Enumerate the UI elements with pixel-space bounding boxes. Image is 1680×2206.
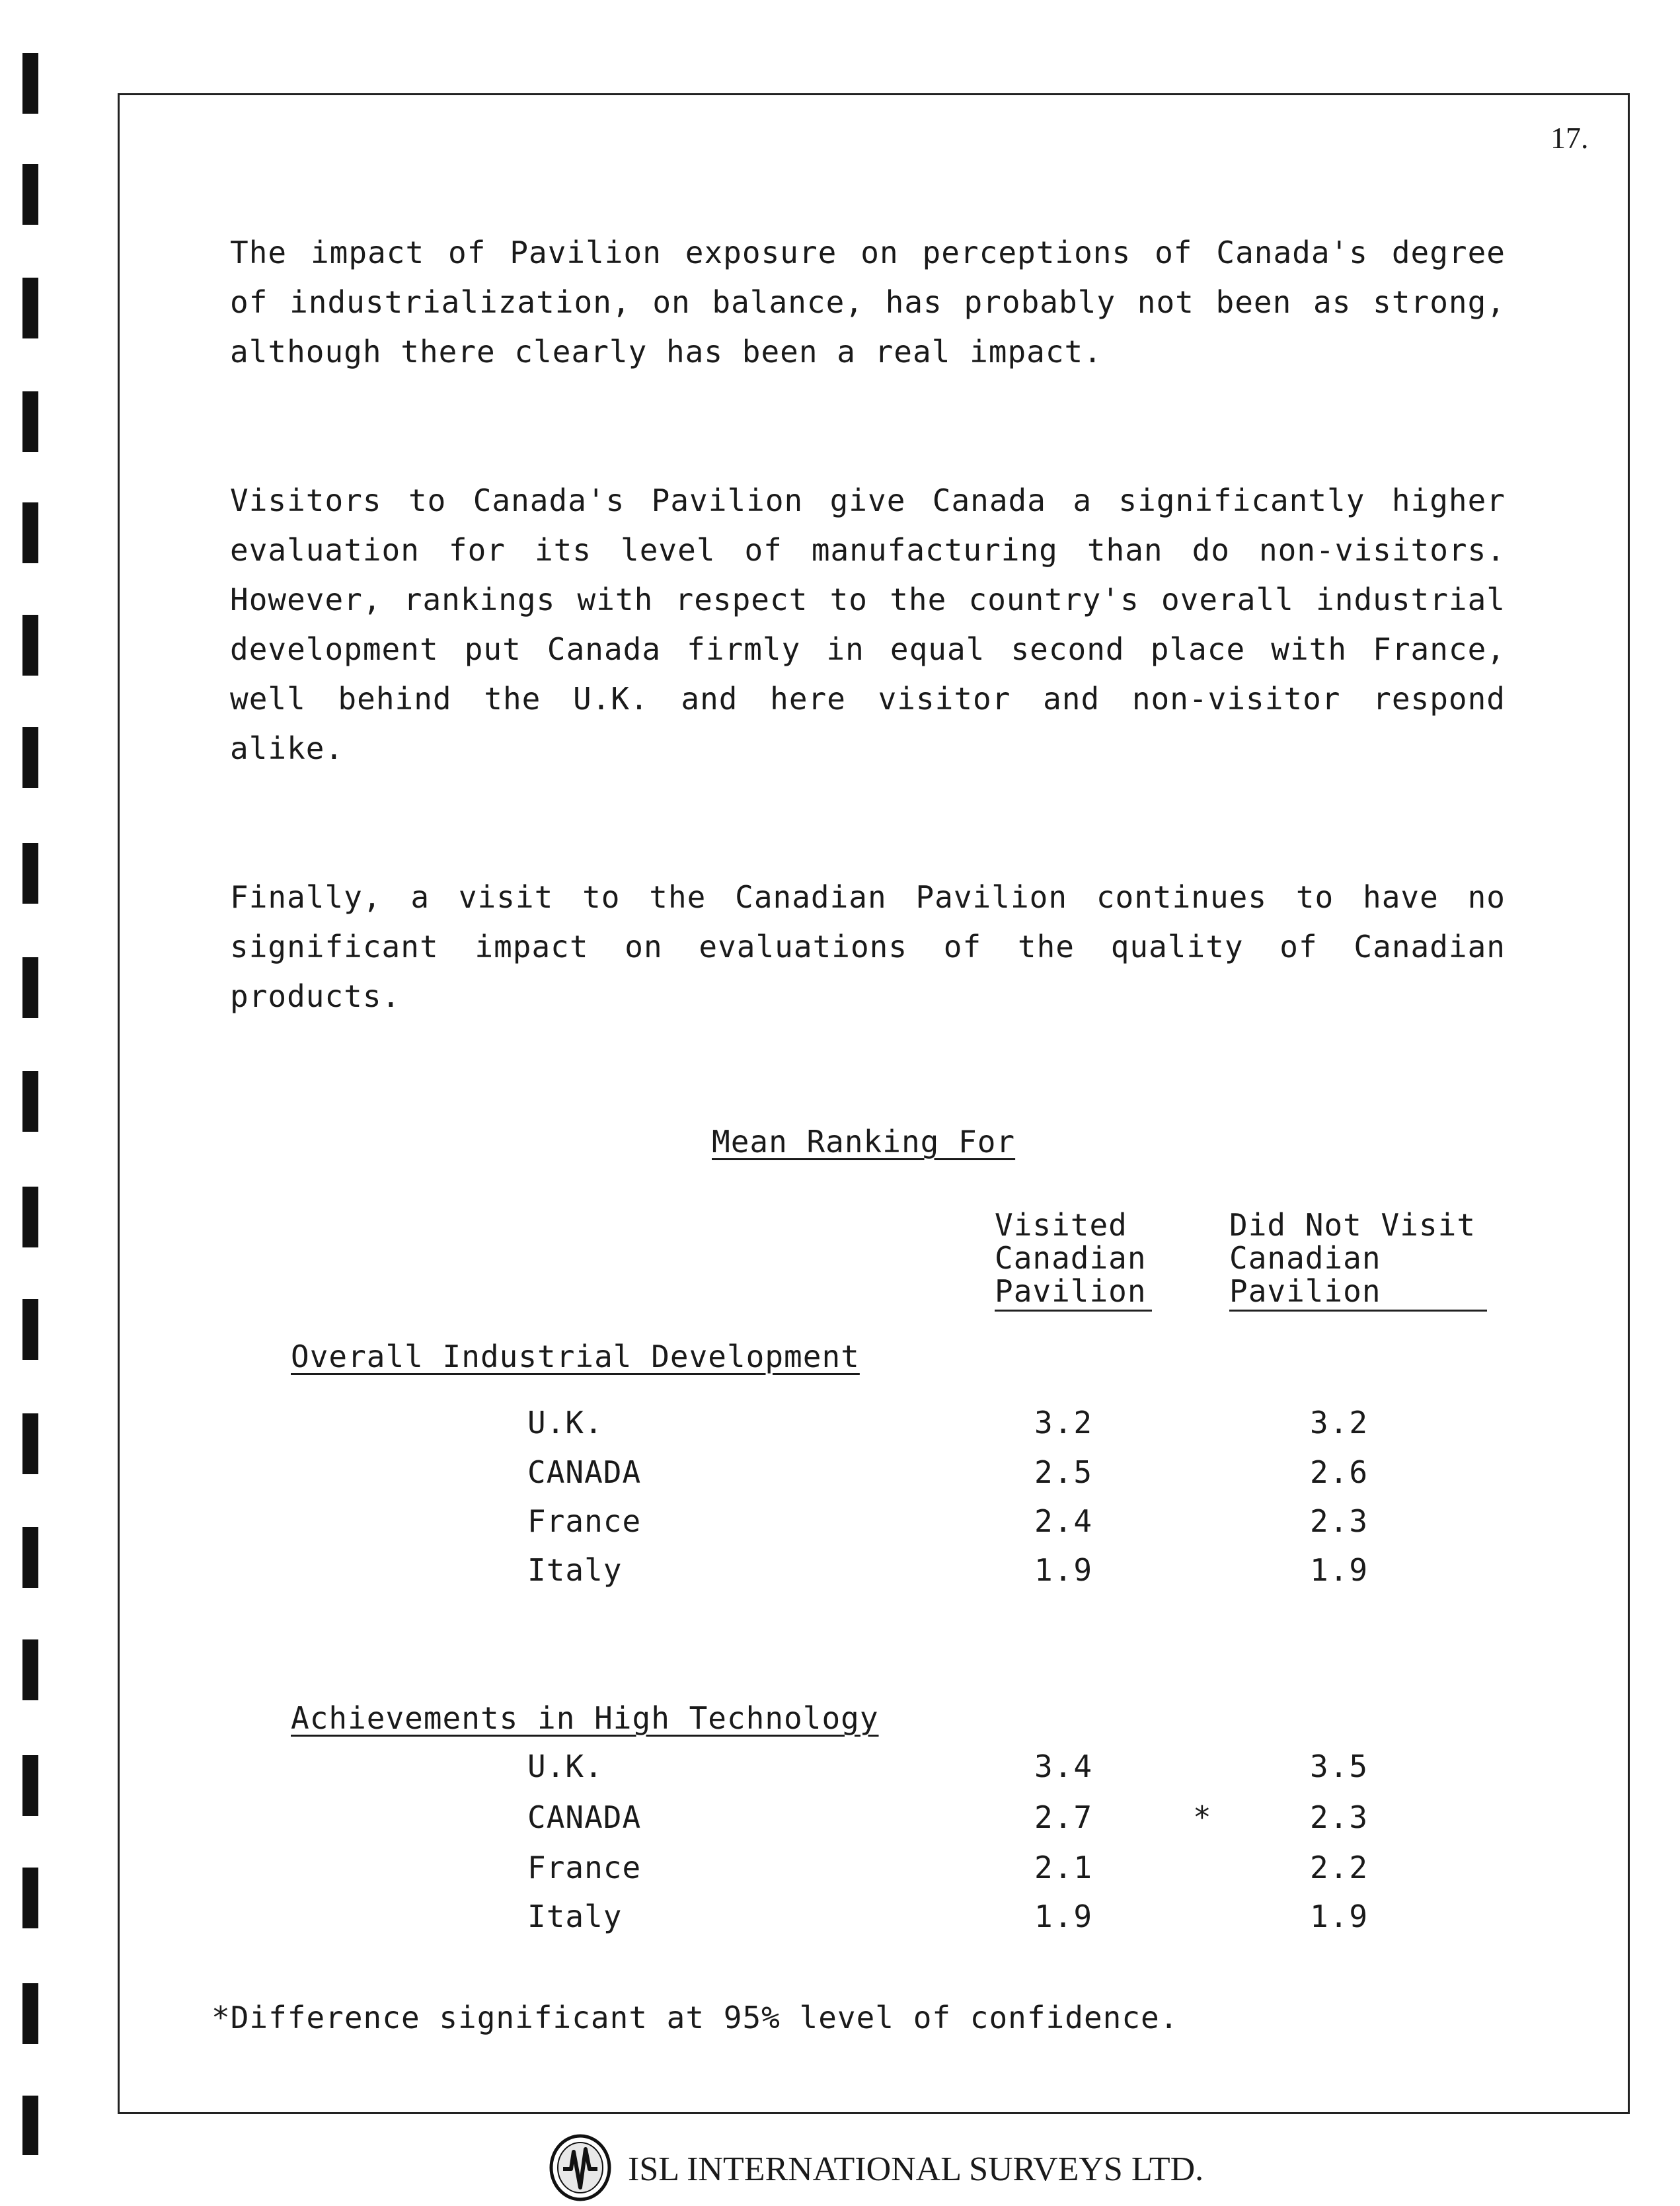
value-visited: 2.7 [1034,1799,1094,1835]
binding-mark [22,843,38,904]
binding-mark [22,53,38,114]
header-line: Pavilion [1229,1273,1381,1309]
binding-mark [22,1071,38,1132]
value-not-visited: 3.2 [1310,1405,1369,1440]
row-label: U.K. [527,1405,603,1440]
row-label: Italy [527,1899,623,1934]
column-header-not-visited [1229,1208,1476,1308]
binding-mark [22,2096,38,2155]
value-visited: 3.2 [1034,1405,1094,1440]
binding-mark [22,727,38,788]
footnote: *Difference significant at 95% level of confidence. [211,2000,1179,2035]
value-not-visited: 1.9 [1310,1552,1369,1588]
binding-mark [22,1983,38,2044]
section-heading: Overall Industrial Development [291,1339,860,1374]
header-line: Did Not Visit [1229,1207,1476,1243]
binding-mark [22,1187,38,1247]
value-visited: 1.9 [1034,1899,1094,1934]
table-title: Mean Ranking For [712,1124,1016,1160]
paragraph-3: Finally, a visit to the Canadian Pavilion continues to have no significant impact on evaluations of the quality of Canadian products. [230,879,1506,1014]
value-not-visited: 2.3 [1310,1503,1369,1539]
company-name: ISL INTERNATIONAL SURVEYS LTD. [628,2150,1204,2188]
value-visited: 2.1 [1034,1850,1094,1885]
value-not-visited: 2.3 [1310,1799,1369,1835]
binding-mark [22,957,38,1018]
header-line: Pavilion [995,1273,1147,1309]
binding-mark [22,1868,38,1928]
isl-globe-logo-icon [547,2132,613,2206]
header-line: Visited [995,1207,1127,1243]
value-visited: 2.5 [1034,1454,1094,1490]
row-label: France [527,1850,642,1885]
binding-mark [22,1755,38,1816]
value-not-visited: 2.2 [1310,1850,1369,1885]
paragraph-2: Visitors to Canada's Pavilion give Canada a significantly higher evaluation for its level of manufacturing than do non-visitors. However, rankings with respect to the country's overall industrial development put Canada firmly in equal second place with France, well behind the U.K. and here visitor and non-visitor respond alike. [230,483,1506,766]
binding-mark [22,164,38,225]
binding-mark [22,278,38,338]
value-visited: 1.9 [1034,1552,1094,1588]
header-rule [995,1310,1152,1312]
value-visited: 2.4 [1034,1503,1094,1539]
binding-mark [22,391,38,452]
significance-marker: * [1193,1799,1211,1835]
row-label: France [527,1503,642,1539]
binding-mark [22,502,38,563]
row-label: Italy [527,1552,623,1588]
value-visited: 3.4 [1034,1749,1094,1784]
binding-mark [22,1527,38,1588]
value-not-visited: 3.5 [1310,1749,1369,1784]
footer [547,2133,1203,2205]
row-label: CANADA [527,1454,642,1490]
page-number: 17. [1550,121,1589,155]
header-line: Canadian [1229,1240,1381,1276]
header-rule [1229,1310,1487,1312]
value-not-visited: 1.9 [1310,1899,1369,1934]
binding-mark [22,615,38,676]
page-frame [118,93,1630,2114]
row-label: U.K. [527,1749,603,1784]
section-heading: Achievements in High Technology [291,1700,879,1736]
binding-mark [22,1639,38,1700]
value-not-visited: 2.6 [1310,1454,1369,1490]
row-label: CANADA [527,1799,642,1835]
column-header-visited [995,1208,1147,1308]
paragraph-1: The impact of Pavilion exposure on perceptions of Canada's degree of industrialization, on balance, has probably not been as strong, although there clearly has been a real impact. [230,235,1506,370]
binding-mark [22,1413,38,1474]
header-line: Canadian [995,1240,1147,1276]
binding-mark [22,1299,38,1360]
